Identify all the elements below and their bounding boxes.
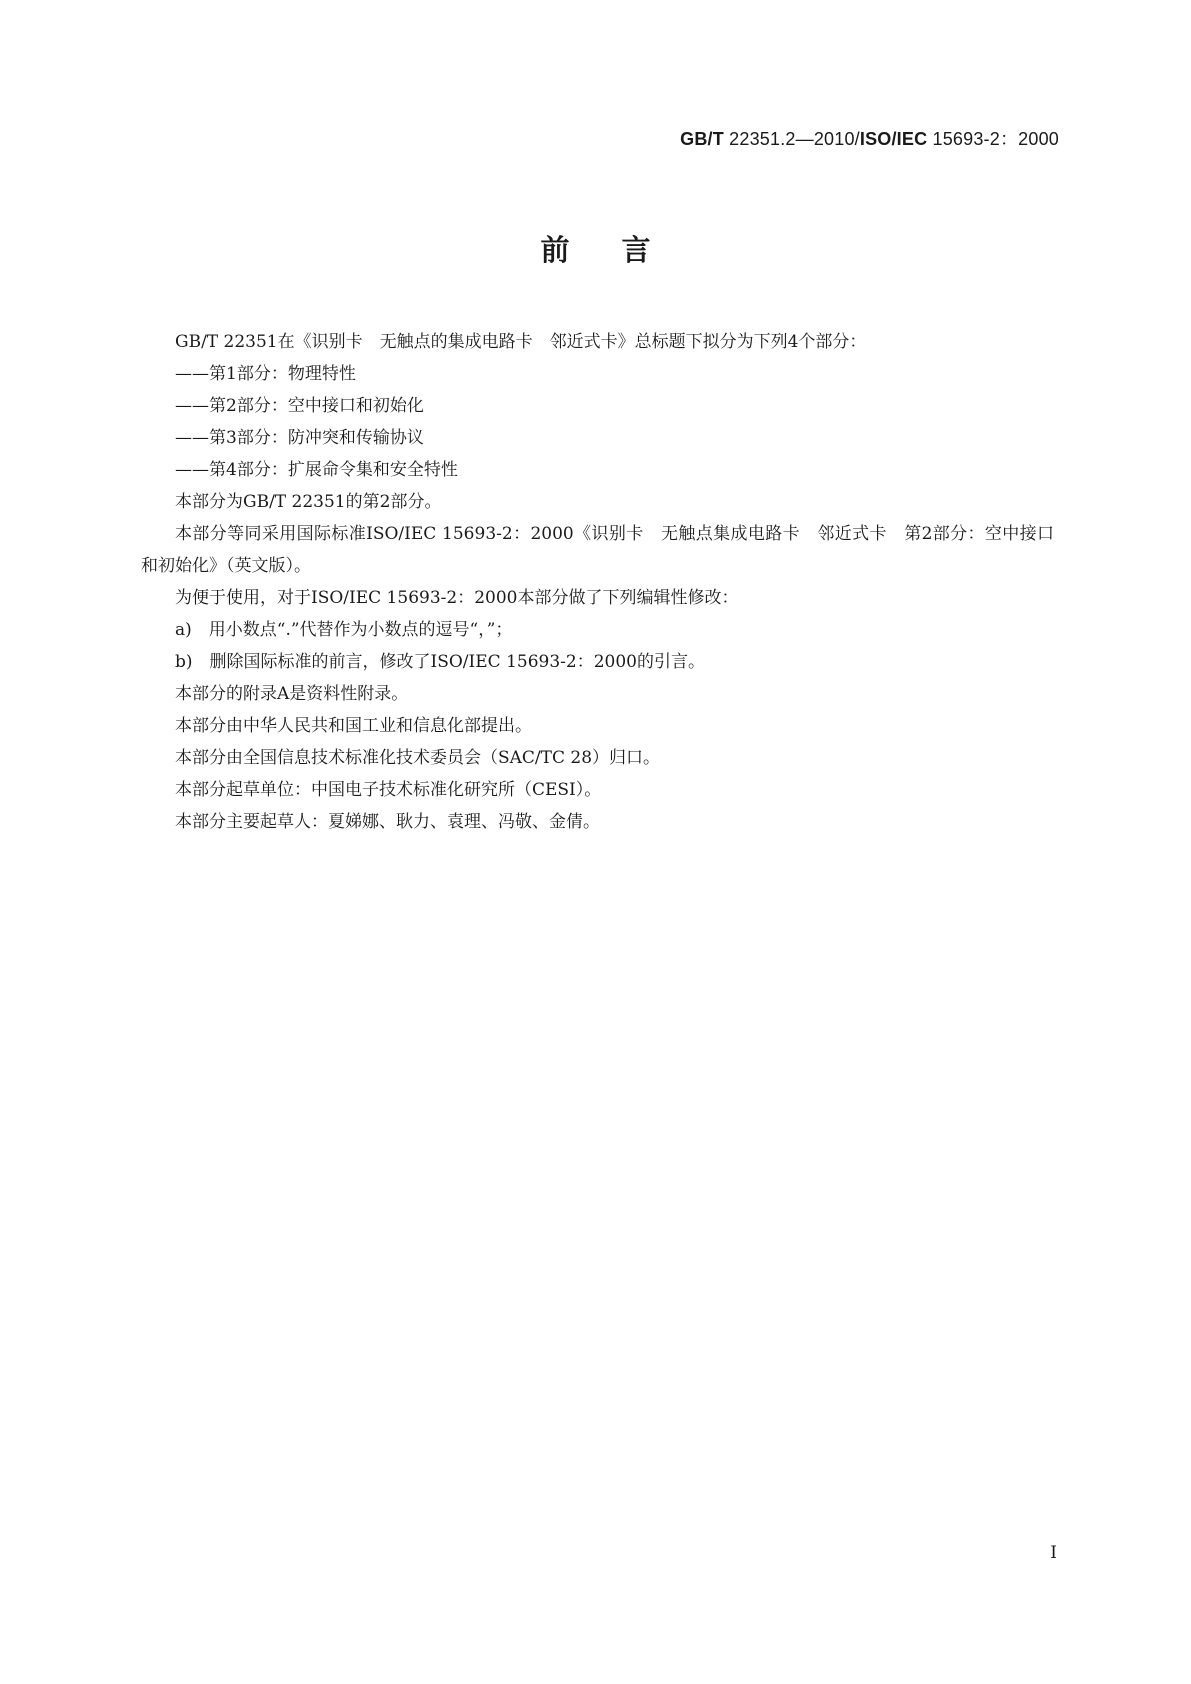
list-item-part-1: ——第1部分：物理特性 xyxy=(175,364,356,384)
paragraph-edits-intro: 为便于使用，对于ISO/IEC 15693-2：2000本部分做了下列编辑性修改： xyxy=(175,588,739,608)
iso-prefix: ISO/IEC xyxy=(859,129,928,149)
paragraph-drafters: 本部分主要起草人：夏娣娜、耿力、袁理、冯敬、金倩。 xyxy=(175,812,600,832)
iso-number: 15693-2：2000 xyxy=(927,129,1059,149)
paragraph-drafting-unit: 本部分起草单位：中国电子技术标准化研究所（CESI）。 xyxy=(175,780,602,800)
standard-number-header xyxy=(680,125,1059,151)
paragraph-this-part: 本部分为GB/T 22351的第2部分。 xyxy=(175,492,442,512)
list-item-part-3: ——第3部分：防冲突和传输协议 xyxy=(175,428,424,448)
paragraph-annex: 本部分的附录A是资料性附录。 xyxy=(175,684,409,704)
paragraph-committee: 本部分由全国信息技术标准化技术委员会（SAC/TC 28）归口。 xyxy=(175,748,661,768)
page-number: I xyxy=(1050,1543,1057,1563)
list-item-part-4: ——第4部分：扩展命令集和安全特性 xyxy=(175,460,458,480)
paragraph-parts-intro: GB/T 22351在《识别卡 无触点的集成电路卡 邻近式卡》总标题下拟分为下列4个部分： xyxy=(175,332,867,352)
foreword-body xyxy=(141,326,1054,838)
paragraph-proposer: 本部分由中华人民共和国工业和信息化部提出。 xyxy=(175,716,532,736)
page-title: 前言 xyxy=(540,233,703,267)
standard-prefix: GB/T xyxy=(680,129,724,149)
paragraph-adoption: 本部分等同采用国际标准ISO/IEC 15693-2：2000《识别卡 无触点集成电路卡 邻近式卡 第2部分：空中接口和初始化》（英文版）。 xyxy=(141,524,1054,576)
list-item-part-2: ——第2部分：空中接口和初始化 xyxy=(175,396,424,416)
standard-number: 22351.2—2010/ xyxy=(723,129,860,149)
list-item-edit-a: a) 用小数点“.”代替作为小数点的逗号“，”； xyxy=(175,620,513,640)
list-item-edit-b: b) 删除国际标准的前言，修改了ISO/IEC 15693-2：2000的引言。 xyxy=(175,652,705,672)
